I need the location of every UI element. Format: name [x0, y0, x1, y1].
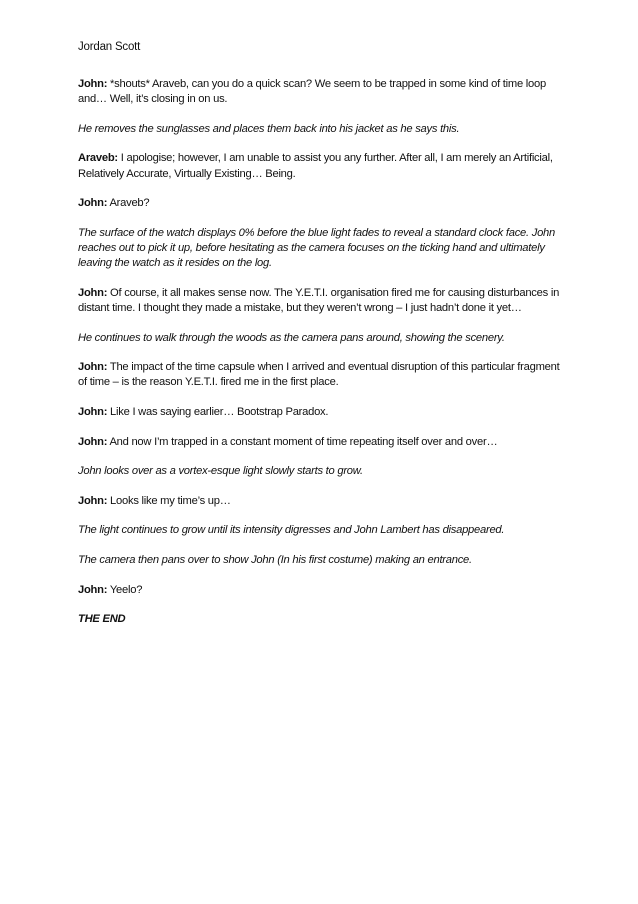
dialogue-paragraph — [78, 494, 564, 509]
speaker-name: John: — [78, 405, 108, 418]
dialogue-text: *shouts* Araveb, can you do a quick scan? We seem to be trapped in some kind of time loop and… Well, it’s closing in on us. — [78, 78, 546, 106]
dialogue-paragraph — [78, 77, 564, 107]
dialogue-text: Araveb? — [107, 197, 150, 210]
speaker-name: John: — [78, 435, 108, 448]
script-body — [78, 77, 564, 642]
speaker-name: John: — [78, 197, 108, 210]
dialogue-text: Yeelo? — [107, 583, 143, 596]
dialogue-text: Like I was saying earlier… Bootstrap Paradox. — [107, 405, 329, 418]
speaker-name: John: — [78, 583, 108, 596]
stage-direction: The surface of the watch displays 0% before the blue light fades to reveal a standard clock face. John reaches out to pick it up, before hesitating as the camera focuses on the ticking hand and ultimately leaving the watch as it resides on the log. — [78, 226, 555, 270]
dialogue-paragraph — [78, 196, 564, 211]
speaker-name: John: — [78, 286, 108, 299]
speaker-name: Araveb: — [78, 152, 118, 165]
stage-direction: The light continues to grow until its intensity digresses and John Lambert has disappeared. — [78, 524, 505, 537]
speaker-name: John: — [78, 494, 108, 507]
dialogue-text: Of course, it all makes sense now. The Y.E.T.I. organisation fired me for causing disturbances in distant time. I thought they made a mistake, but they weren’t wrong – I just hadn’t done it yet… — [78, 286, 560, 314]
stage-direction: John looks over as a vortex-esque light slowly starts to grow. — [78, 465, 363, 478]
document-header-author: Jordan Scott — [78, 41, 141, 53]
the-end-marker: THE END — [78, 613, 126, 626]
stage-direction: He removes the sunglasses and places them back into his jacket as he says this. — [78, 122, 460, 135]
dialogue-paragraph — [78, 435, 564, 450]
speaker-name: John: — [78, 78, 108, 90]
speaker-name: John: — [78, 361, 108, 374]
dialogue-text: I apologise; however, I am unable to assist you any further. After all, I am merely an Artificial, Relatively Accurate, Virtually Existing… Being. — [78, 152, 553, 180]
dialogue-paragraph — [78, 583, 564, 598]
dialogue-text: The impact of the time capsule when I arrived and eventual disruption of this particular fragment of time – is the reason Y.E.T.I. fired me in the first place. — [78, 361, 560, 389]
dialogue-paragraph — [78, 151, 564, 181]
dialogue-text: And now I’m trapped in a constant moment of time repeating itself over and over… — [107, 435, 498, 448]
dialogue-paragraph — [78, 360, 564, 390]
stage-direction: He continues to walk through the woods as the camera pans around, showing the scenery. — [78, 331, 505, 344]
dialogue-paragraph — [78, 286, 564, 316]
dialogue-text: Looks like my time’s up… — [107, 494, 231, 507]
stage-direction: The camera then pans over to show John (In his first costume) making an entrance. — [78, 553, 472, 566]
dialogue-paragraph — [78, 405, 564, 420]
